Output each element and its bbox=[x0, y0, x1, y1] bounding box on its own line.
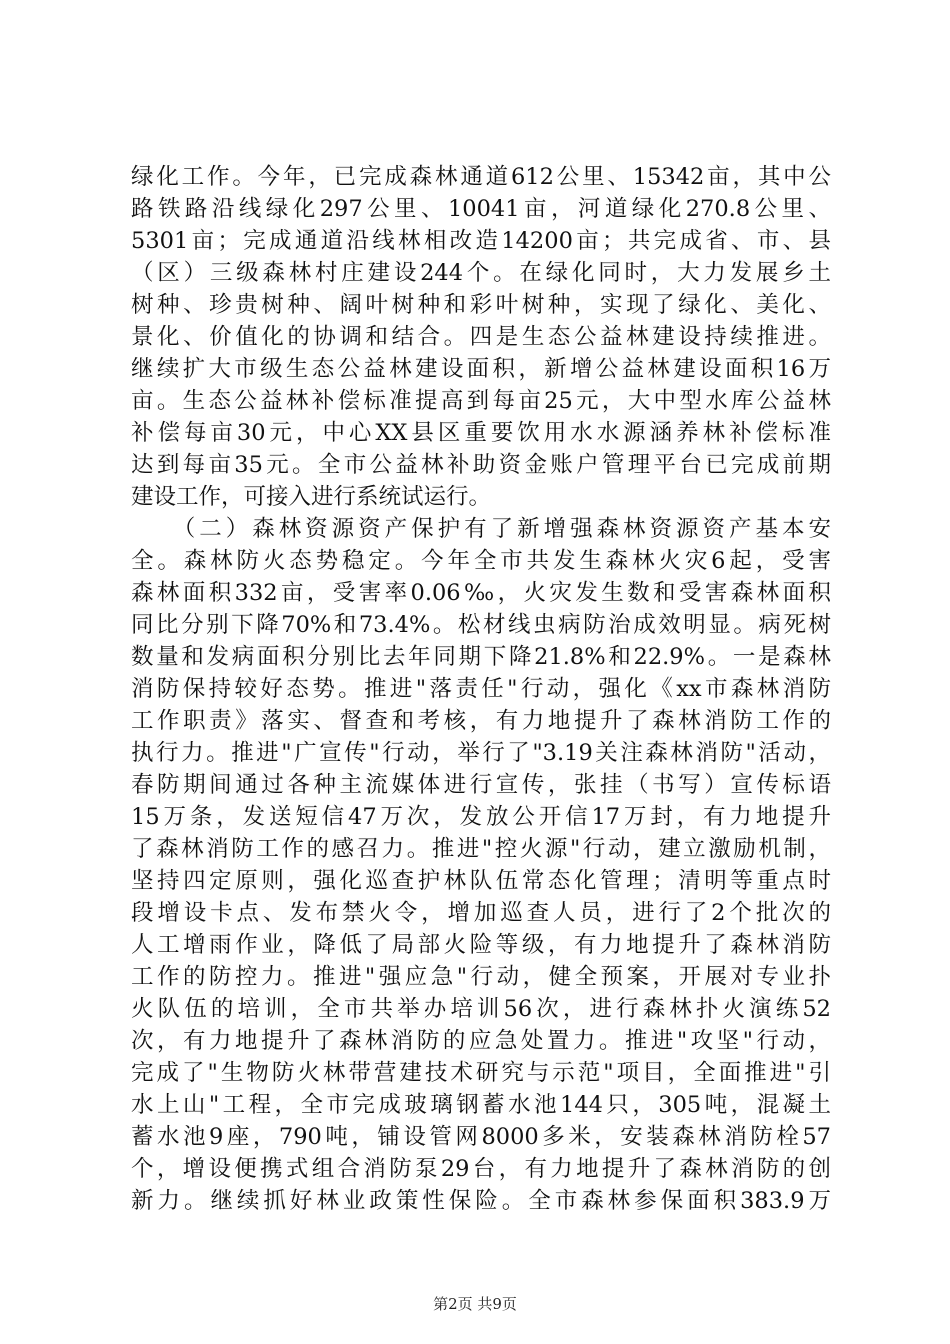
text-line: 蓄水池9座，790吨，铺设管网8000多米，安装森林消防栓57 bbox=[131, 1124, 831, 1150]
text-line: 水上山"工程，全市完成玻璃钢蓄水池144只，305吨，混凝土 bbox=[131, 1092, 831, 1118]
text-line: 数量和发病面积分别比去年同期下降21.8%和22.9%。一是森林 bbox=[131, 644, 831, 670]
text-line: 个，增设便携式组合消防泵29台，有力地提升了森林消防的创 bbox=[131, 1156, 831, 1182]
text-line: 坚持四定原则，强化巡查护林队伍常态化管理；清明等重点时 bbox=[131, 868, 831, 894]
text-line: 5301亩；完成通道沿线林相改造14200亩；共完成省、市、县 bbox=[131, 228, 831, 254]
text-line: 补偿每亩30元，中心XX县区重要饮用水水源涵养林补偿标准 bbox=[131, 420, 831, 446]
text-line: 同比分别下降70%和73.4%。松材线虫病防治成效明显。病死树 bbox=[131, 612, 831, 638]
text-line: 消防保持较好态势。推进"落责任"行动，强化《xx市森林消防 bbox=[131, 676, 831, 702]
text-line: 工作职责》落实、督查和考核，有力地提升了森林消防工作的 bbox=[131, 708, 831, 734]
text-line: 了森林消防工作的感召力。推进"控火源"行动，建立激励机制， bbox=[131, 836, 831, 862]
text-line: 段增设卡点、发布禁火令，增加巡查人员，进行了2个批次的 bbox=[131, 900, 831, 926]
text-line: 景化、价值化的协调和结合。四是生态公益林建设持续推进。 bbox=[131, 324, 831, 350]
text-line: 执行力。推进"广宣传"行动，举行了"3.19关注森林消防"活动， bbox=[131, 740, 831, 766]
text-line: 绿化工作。今年，已完成森林通道612公里、15342亩，其中公 bbox=[131, 164, 831, 190]
text-line: 工作的防控力。推进"强应急"行动，健全预案，开展对专业扑 bbox=[131, 964, 831, 990]
text-line: 完成了"生物防火林带营建技术研究与示范"项目，全面推进"引 bbox=[131, 1060, 831, 1086]
text-line: 春防期间通过各种主流媒体进行宣传，张挂（书写）宣传标语 bbox=[131, 772, 831, 798]
text-line: 树种、珍贵树种、阔叶树种和彩叶树种，实现了绿化、美化、 bbox=[131, 292, 831, 318]
text-line: 继续扩大市级生态公益林建设面积，新增公益林建设面积16万 bbox=[131, 356, 831, 382]
text-line: 人工增雨作业，降低了局部火险等级，有力地提升了森林消防 bbox=[131, 932, 831, 958]
text-line: 亩。生态公益林补偿标准提高到每亩25元，大中型水库公益林 bbox=[131, 388, 831, 414]
document-body bbox=[131, 161, 831, 1217]
text-line: （区）三级森林村庄建设244个。在绿化同时，大力发展乡土 bbox=[131, 260, 831, 286]
text-line: 火队伍的培训，全市共举办培训56次，进行森林扑火演练52 bbox=[131, 996, 831, 1022]
text-line: 达到每亩35元。全市公益林补助资金账户管理平台已完成前期 bbox=[131, 452, 831, 478]
text-line: 全。森林防火态势稳定。今年全市共发生森林火灾6起，受害 bbox=[131, 548, 831, 574]
text-line: 15万条，发送短信47万次，发放公开信17万封，有力地提升 bbox=[131, 804, 831, 830]
text-line: 森林面积332亩，受害率0.06‰，火灾发生数和受害森林面积 bbox=[131, 580, 831, 606]
page-footer: 第2页 共9页 bbox=[433, 1295, 517, 1313]
text-line: 新力。继续抓好林业政策性保险。全市森林参保面积383.9万 bbox=[131, 1188, 831, 1214]
text-line: 建设工作，可接入进行系统试运行。 bbox=[131, 484, 492, 510]
text-line: （二）森林资源资产保护有了新增强森林资源资产基本安 bbox=[131, 516, 831, 542]
text-line: 次，有力地提升了森林消防的应急处置力。推进"攻坚"行动， bbox=[131, 1028, 831, 1054]
text-line: 路铁路沿线绿化297公里、10041亩，河道绿化270.8公里、 bbox=[131, 196, 831, 222]
